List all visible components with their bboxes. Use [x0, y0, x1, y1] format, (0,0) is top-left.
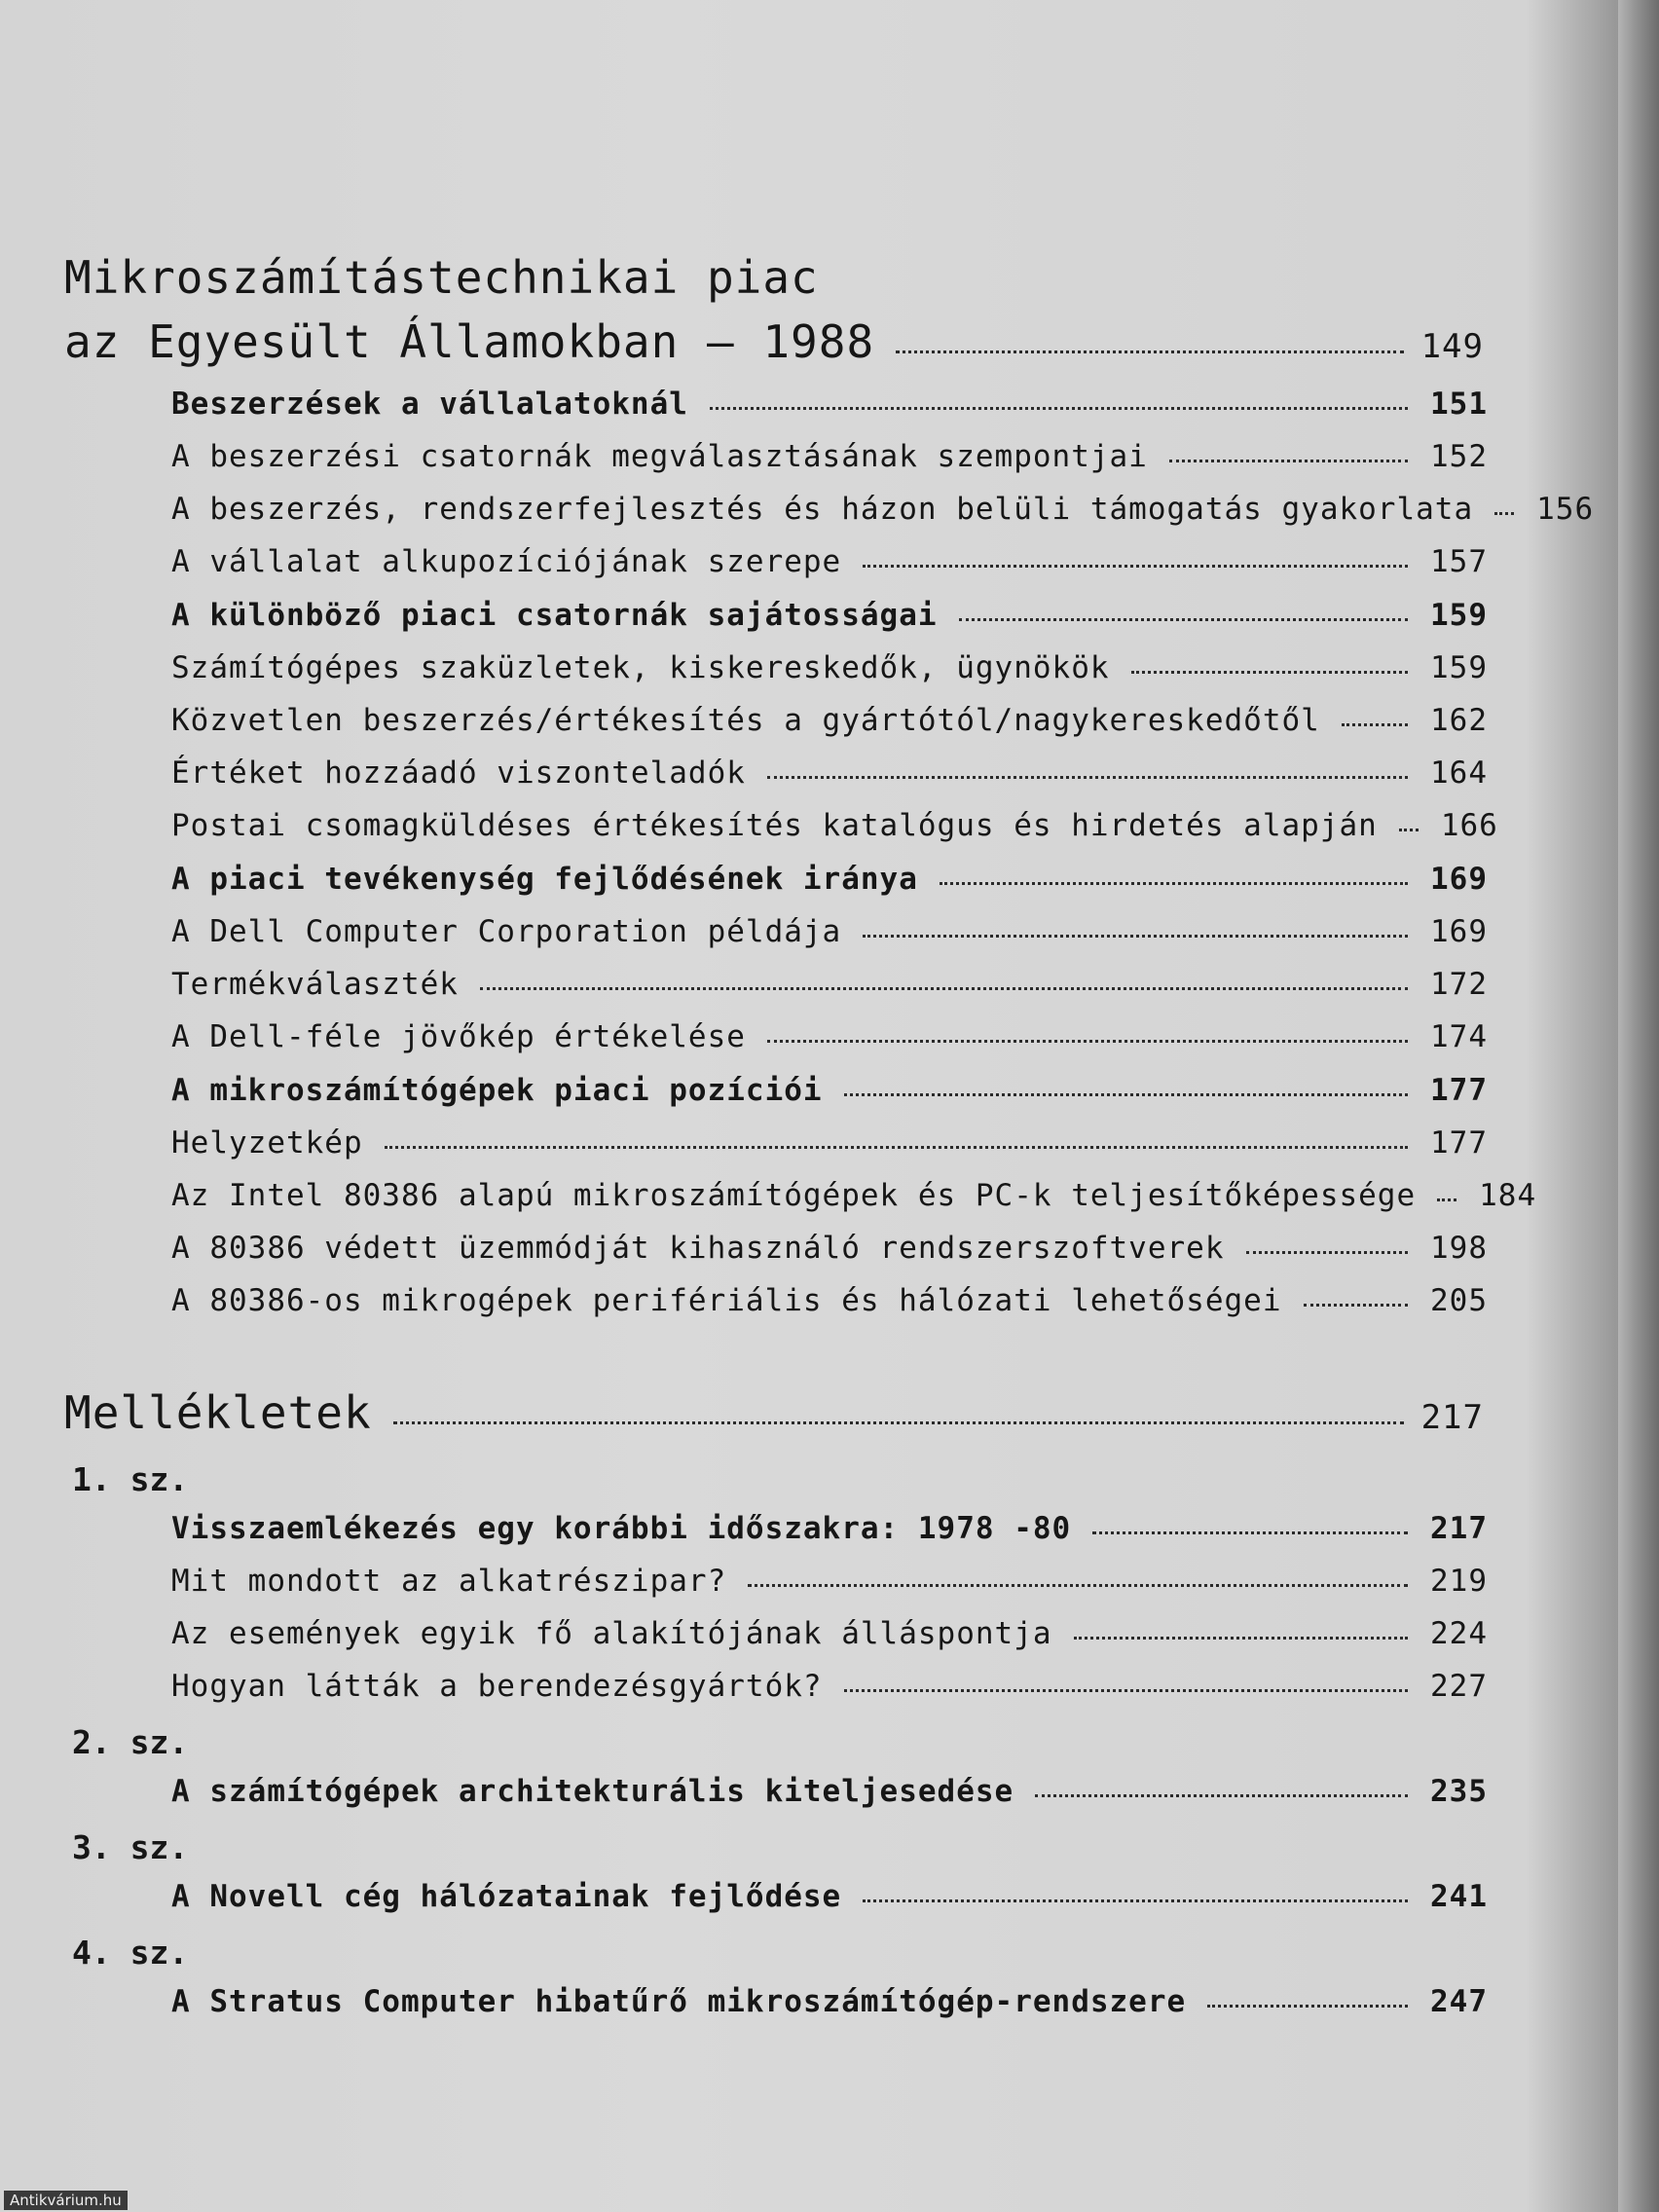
dot-leader [1169, 460, 1408, 462]
dot-leader [710, 407, 1408, 410]
entry-title: A beszerzési csatornák megválasztásának szempontjai [171, 439, 1148, 474]
dot-leader [1074, 1637, 1408, 1640]
entry-title: A Stratus Computer hibatűrő mikroszámítógép-rendszere [171, 1984, 1187, 2019]
page-number: 172 [1430, 967, 1488, 1002]
entry-title: Postai csomagküldéses értékesítés katalógus és hirdetés alapján [171, 808, 1378, 843]
dot-leader [863, 935, 1408, 938]
toc-entry [171, 650, 1488, 685]
page-number: 151 [1430, 387, 1488, 422]
entry-title: Az események egyik fő alakítójának álláspontja [171, 1616, 1052, 1651]
toc-entry [171, 439, 1488, 474]
page-number: 217 [1430, 1511, 1488, 1546]
entry-title: A beszerzés, rendszerfejlesztés és házon belüli támogatás gyakorlata [171, 492, 1474, 527]
toc-entry [171, 1231, 1488, 1266]
entry-title: A Dell Computer Corporation példája [171, 914, 842, 949]
dot-leader [480, 987, 1408, 990]
toc-entry [171, 967, 1488, 1002]
entry-title: A 80386 védett üzemmódját kihasználó rendszerszoftverek [171, 1231, 1225, 1266]
entry-title: Számítógépes szaküzletek, kiskereskedők, ügynökök [171, 650, 1110, 685]
appendix-number: 2. sz. [72, 1723, 189, 1761]
toc-entry [171, 1283, 1488, 1318]
toc-entry [171, 1774, 1488, 1809]
page-number: 164 [1430, 756, 1488, 791]
appendix-title: Mellékletek [64, 1386, 372, 1439]
section-title-row [64, 315, 1484, 368]
entry-title: A mikroszámítógépek piaci pozíciói [171, 1073, 823, 1108]
entry-title: A 80386-os mikrogépek perifériális és hálózati lehetőségei [171, 1283, 1282, 1318]
page-number: 169 [1430, 914, 1488, 949]
toc-entry [171, 598, 1488, 633]
page-number: 169 [1430, 862, 1488, 897]
appendix-number: 4. sz. [72, 1934, 189, 1972]
entry-title: A különböző piaci csatornák sajátosságai [171, 598, 938, 633]
toc-entry [171, 1073, 1488, 1108]
toc-entry [171, 1879, 1488, 1914]
page-number: 174 [1430, 1019, 1488, 1054]
page-number: 177 [1430, 1073, 1488, 1108]
section-title-line-1: Mikroszámítástechnikai piac [64, 251, 819, 304]
entry-title: Helyzetkép [171, 1125, 363, 1161]
toc-entry [171, 808, 1498, 843]
toc-entry [171, 492, 1595, 527]
dot-leader [385, 1146, 1408, 1149]
dot-leader [393, 1421, 1404, 1424]
entry-title: Beszerzések a vállalatoknál [171, 387, 688, 422]
entry-title: Visszaemlékezés egy korábbi időszakra: 1978 -80 [171, 1511, 1072, 1546]
page-number: 224 [1430, 1616, 1488, 1651]
page-number: 156 [1536, 492, 1595, 527]
toc-entry [171, 756, 1488, 791]
page-number: 205 [1430, 1283, 1488, 1318]
page-number: 157 [1430, 544, 1488, 579]
page-number: 241 [1430, 1879, 1488, 1914]
toc-entry [171, 914, 1488, 949]
toc-entry [171, 1511, 1488, 1546]
watermark-logo: Antikvárium.hu [4, 2191, 128, 2210]
page-number: 247 [1430, 1984, 1488, 2019]
dot-leader [1399, 829, 1419, 831]
appendix-number: 1. sz. [72, 1460, 189, 1498]
dot-leader [1092, 1531, 1408, 1534]
entry-title: A vállalat alkupozíciójának szerepe [171, 544, 842, 579]
dot-leader [844, 1093, 1408, 1096]
dot-leader [1437, 1198, 1456, 1201]
toc-entry [171, 1984, 1488, 2019]
page-number: 227 [1430, 1669, 1488, 1704]
dot-leader [940, 882, 1408, 885]
page-number: 152 [1430, 439, 1488, 474]
toc-entry [171, 1564, 1488, 1599]
toc-entry [171, 1669, 1488, 1704]
appendix-title-row [64, 1386, 1484, 1439]
dot-leader [844, 1689, 1408, 1692]
page-number: 235 [1430, 1774, 1488, 1809]
page-number: 159 [1430, 650, 1488, 685]
toc-entry [171, 387, 1488, 422]
page-number: 159 [1430, 598, 1488, 633]
entry-title: Hogyan látták a berendezésgyártók? [171, 1669, 823, 1704]
dot-leader [767, 1040, 1408, 1043]
page-number: 149 [1420, 327, 1484, 366]
entry-title: Értéket hozzáadó viszonteladók [171, 756, 746, 791]
dot-leader [863, 565, 1408, 568]
toc-entry [171, 703, 1488, 738]
appendix-number: 3. sz. [72, 1828, 189, 1866]
entry-title: A piaci tevékenység fejlődésének iránya [171, 862, 918, 897]
entry-title: A Dell-féle jövőkép értékelése [171, 1019, 746, 1054]
page-number: 198 [1430, 1231, 1488, 1266]
entry-title: Mit mondott az alkatrészipar? [171, 1564, 727, 1599]
toc-entry [171, 1616, 1488, 1651]
page-number: 166 [1440, 808, 1498, 843]
dot-leader [1342, 723, 1408, 726]
entry-title: A Novell cég hálózatainak fejlődése [171, 1879, 842, 1914]
page-number: 219 [1430, 1564, 1488, 1599]
page-number: 177 [1430, 1125, 1488, 1161]
entry-title: Termékválaszték [171, 967, 459, 1002]
dot-leader [1035, 1794, 1408, 1797]
entry-title: Közvetlen beszerzés/értékesítés a gyártótól/nagykereskedőtől [171, 703, 1320, 738]
dot-leader [748, 1584, 1408, 1587]
entry-title: Az Intel 80386 alapú mikroszámítógépek és PC-k teljesítőképessége [171, 1178, 1417, 1213]
toc-entry [171, 1019, 1488, 1054]
page-number: 184 [1479, 1178, 1537, 1213]
dot-leader [1494, 512, 1514, 515]
dot-leader [863, 1899, 1408, 1902]
page-number: 217 [1420, 1398, 1484, 1437]
dot-leader [959, 618, 1408, 621]
toc-entry [171, 1178, 1537, 1213]
dot-leader [1131, 671, 1408, 674]
section-title-line-2: az Egyesült Államokban — 1988 [64, 315, 875, 368]
toc-entry [171, 862, 1488, 897]
dot-leader [1246, 1251, 1409, 1254]
dot-leader [1304, 1304, 1409, 1307]
dot-leader [896, 350, 1404, 353]
dot-leader [767, 776, 1408, 779]
toc-entry [171, 1125, 1488, 1161]
dot-leader [1207, 2005, 1408, 2008]
toc-entry [171, 544, 1488, 579]
entry-title: A számítógépek architekturális kiteljesedése [171, 1774, 1014, 1809]
page-number: 162 [1430, 703, 1488, 738]
